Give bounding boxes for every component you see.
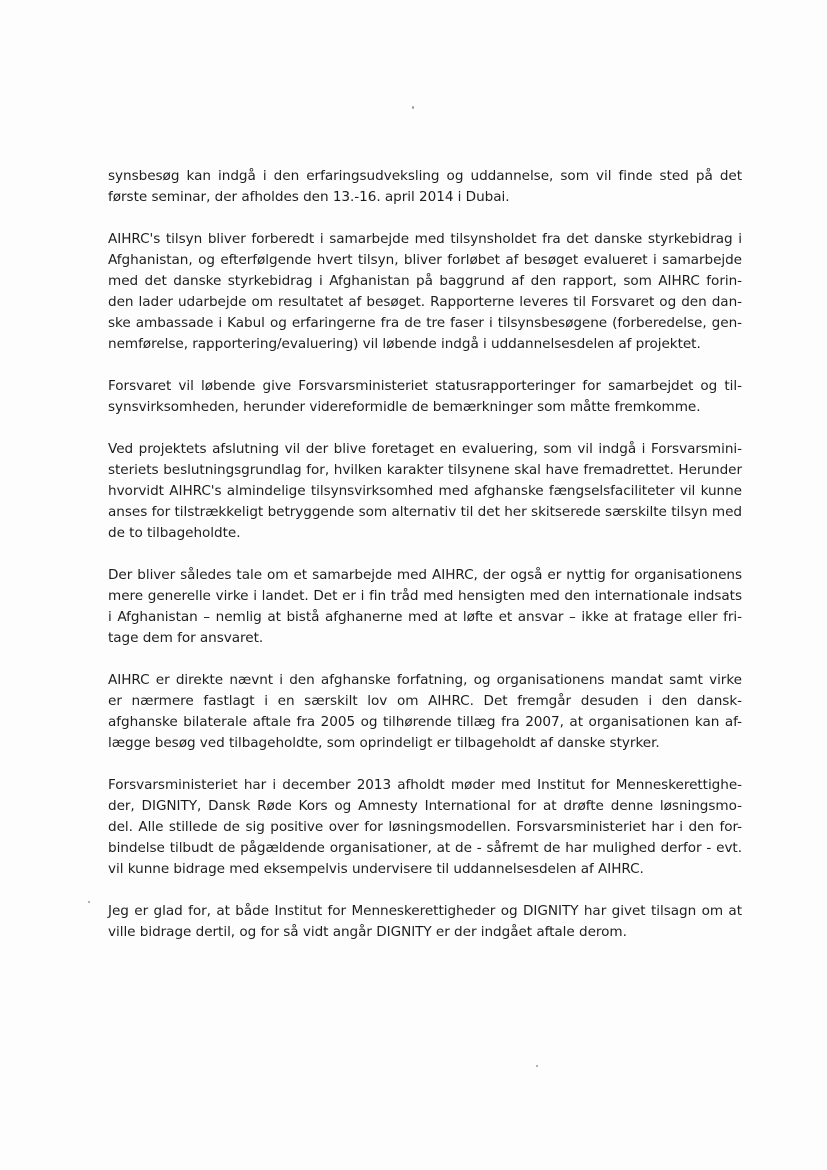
paragraph-4 [108, 439, 742, 544]
paragraph-5-line-2: mere generelle virke i landet. Det er i fin tråd med hensigten med den internationale indsats [108, 588, 742, 604]
paragraph-5-line-1: Der bliver således tale om et samarbejde med AIHRC, der også er nyttig for organisationens [108, 567, 742, 583]
paragraph-4-line-3: hvorvidt AIHRC's almindelige tilsynsvirksomhed med afghanske fængselsfaciliteter vil kunne [108, 483, 742, 499]
paragraph-3-line-2: synsvirksomheden, herunder videreformidle de bemærkninger som måtte fremkomme. [108, 399, 701, 415]
scan-speck-bottom [536, 1065, 538, 1067]
paragraph-3-line-1: Forsvaret vil løbende give Forsvarsministeriet statusrapporteringer for samarbejdet og til- [108, 378, 742, 394]
paragraph-2-line-6: nemførelse, rapportering/evaluering) vil løbende indgå i uddannelsesdelen af projektet. [108, 336, 701, 352]
paragraph-7-line-2: der, DIGNITY, Dansk Røde Kors og Amnesty International for at drøfte denne løsningsmo- [108, 798, 742, 814]
paragraph-6-line-1: AIHRC er direkte nævnt i den afghanske forfatning, og organisationens mandat samt virke [108, 672, 742, 688]
paragraph-3 [108, 376, 742, 418]
paragraph-4-line-4: anses for tilstrækkeligt betryggende som alternativ til det her skitserede særskilte tilsyn med [108, 504, 742, 520]
letter-body [108, 166, 742, 964]
paragraph-2-line-3: med det danske styrkebidrag i Afghanistan på baggrund af den rapport, som AIHRC forin- [108, 273, 742, 289]
paragraph-2-line-1: AIHRC's tilsyn bliver forberedt i samarbejde med tilsynsholdet fra det danske styrkebidrag i [108, 231, 742, 247]
paragraph-4-line-1: Ved projektets afslutning vil der blive foretaget en evaluering, som vil indgå i Forsvarsmini- [108, 441, 742, 457]
scan-speck-left [88, 901, 90, 903]
paragraph-2 [108, 229, 742, 355]
paragraph-7-line-3: del. Alle stillede de sig positive over for løsningsmodellen. Forsvarsministeriet har i den for- [108, 819, 742, 835]
paragraph-7 [108, 775, 742, 880]
paragraph-1-line-1: synsbesøg kan indgå i den erfaringsudveksling og uddannelse, som vil finde sted på det [108, 168, 742, 184]
paragraph-5-line-3: i Afghanistan – nemlig at bistå afghanerne med at løfte et ansvar – ikke at fratage eller fri- [108, 609, 742, 625]
paragraph-7-line-5: vil kunne bidrage med eksempelvis undervisere til uddannelsesdelen af AIHRC. [108, 861, 644, 877]
scan-speck-top [412, 106, 414, 109]
paragraph-8-line-1: Jeg er glad for, at både Institut for Menneskerettigheder og DIGNITY har givet tilsagn om at [108, 903, 742, 919]
paragraph-8-line-2: ville bidrage dertil, og for så vidt angår DIGNITY er der indgået aftale derom. [108, 924, 627, 940]
paragraph-7-line-1: Forsvarsministeriet har i december 2013 afholdt møder med Institut for Menneskerettighe- [108, 777, 742, 793]
paragraph-2-line-5: ske ambassade i Kabul og erfaringerne fra de tre faser i tilsynsbesøgene (forberedelse, gen- [108, 315, 742, 331]
paragraph-2-line-4: den lader udarbejde om resultatet af besøget. Rapporterne leveres til Forsvaret og den dan- [108, 294, 742, 310]
paragraph-4-line-5: de to tilbageholdte. [108, 525, 241, 541]
paragraph-8 [108, 901, 742, 943]
paragraph-4-line-2: steriets beslutningsgrundlag for, hvilken karakter tilsynene skal have fremadrettet. Herunder [108, 462, 742, 478]
paragraph-2-line-2: Afghanistan, og efterfølgende hvert tilsyn, bliver forløbet af besøget evalueret i samarbejde [108, 252, 742, 268]
paragraph-5-line-4: tage dem for ansvaret. [108, 630, 264, 646]
paragraph-1 [108, 166, 742, 208]
paragraph-7-line-4: bindelse tilbudt de pågældende organisationer, at de - såfremt de har mulighed derfor - evt. [108, 840, 742, 856]
paragraph-6-line-2: er nærmere fastlagt i en særskilt lov om AIHRC. Det fremgår desuden i den dansk- [108, 693, 742, 709]
paragraph-1-line-2: første seminar, der afholdes den 13.-16. april 2014 i Dubai. [108, 189, 510, 205]
paragraph-6 [108, 670, 742, 754]
paragraph-6-line-3: afghanske bilaterale aftale fra 2005 og tilhørende tillæg fra 2007, at organisationen kan af- [108, 714, 742, 730]
paragraph-5 [108, 565, 742, 649]
paragraph-6-line-4: lægge besøg ved tilbageholdte, som oprindeligt er tilbageholdt af danske styrker. [108, 735, 660, 751]
